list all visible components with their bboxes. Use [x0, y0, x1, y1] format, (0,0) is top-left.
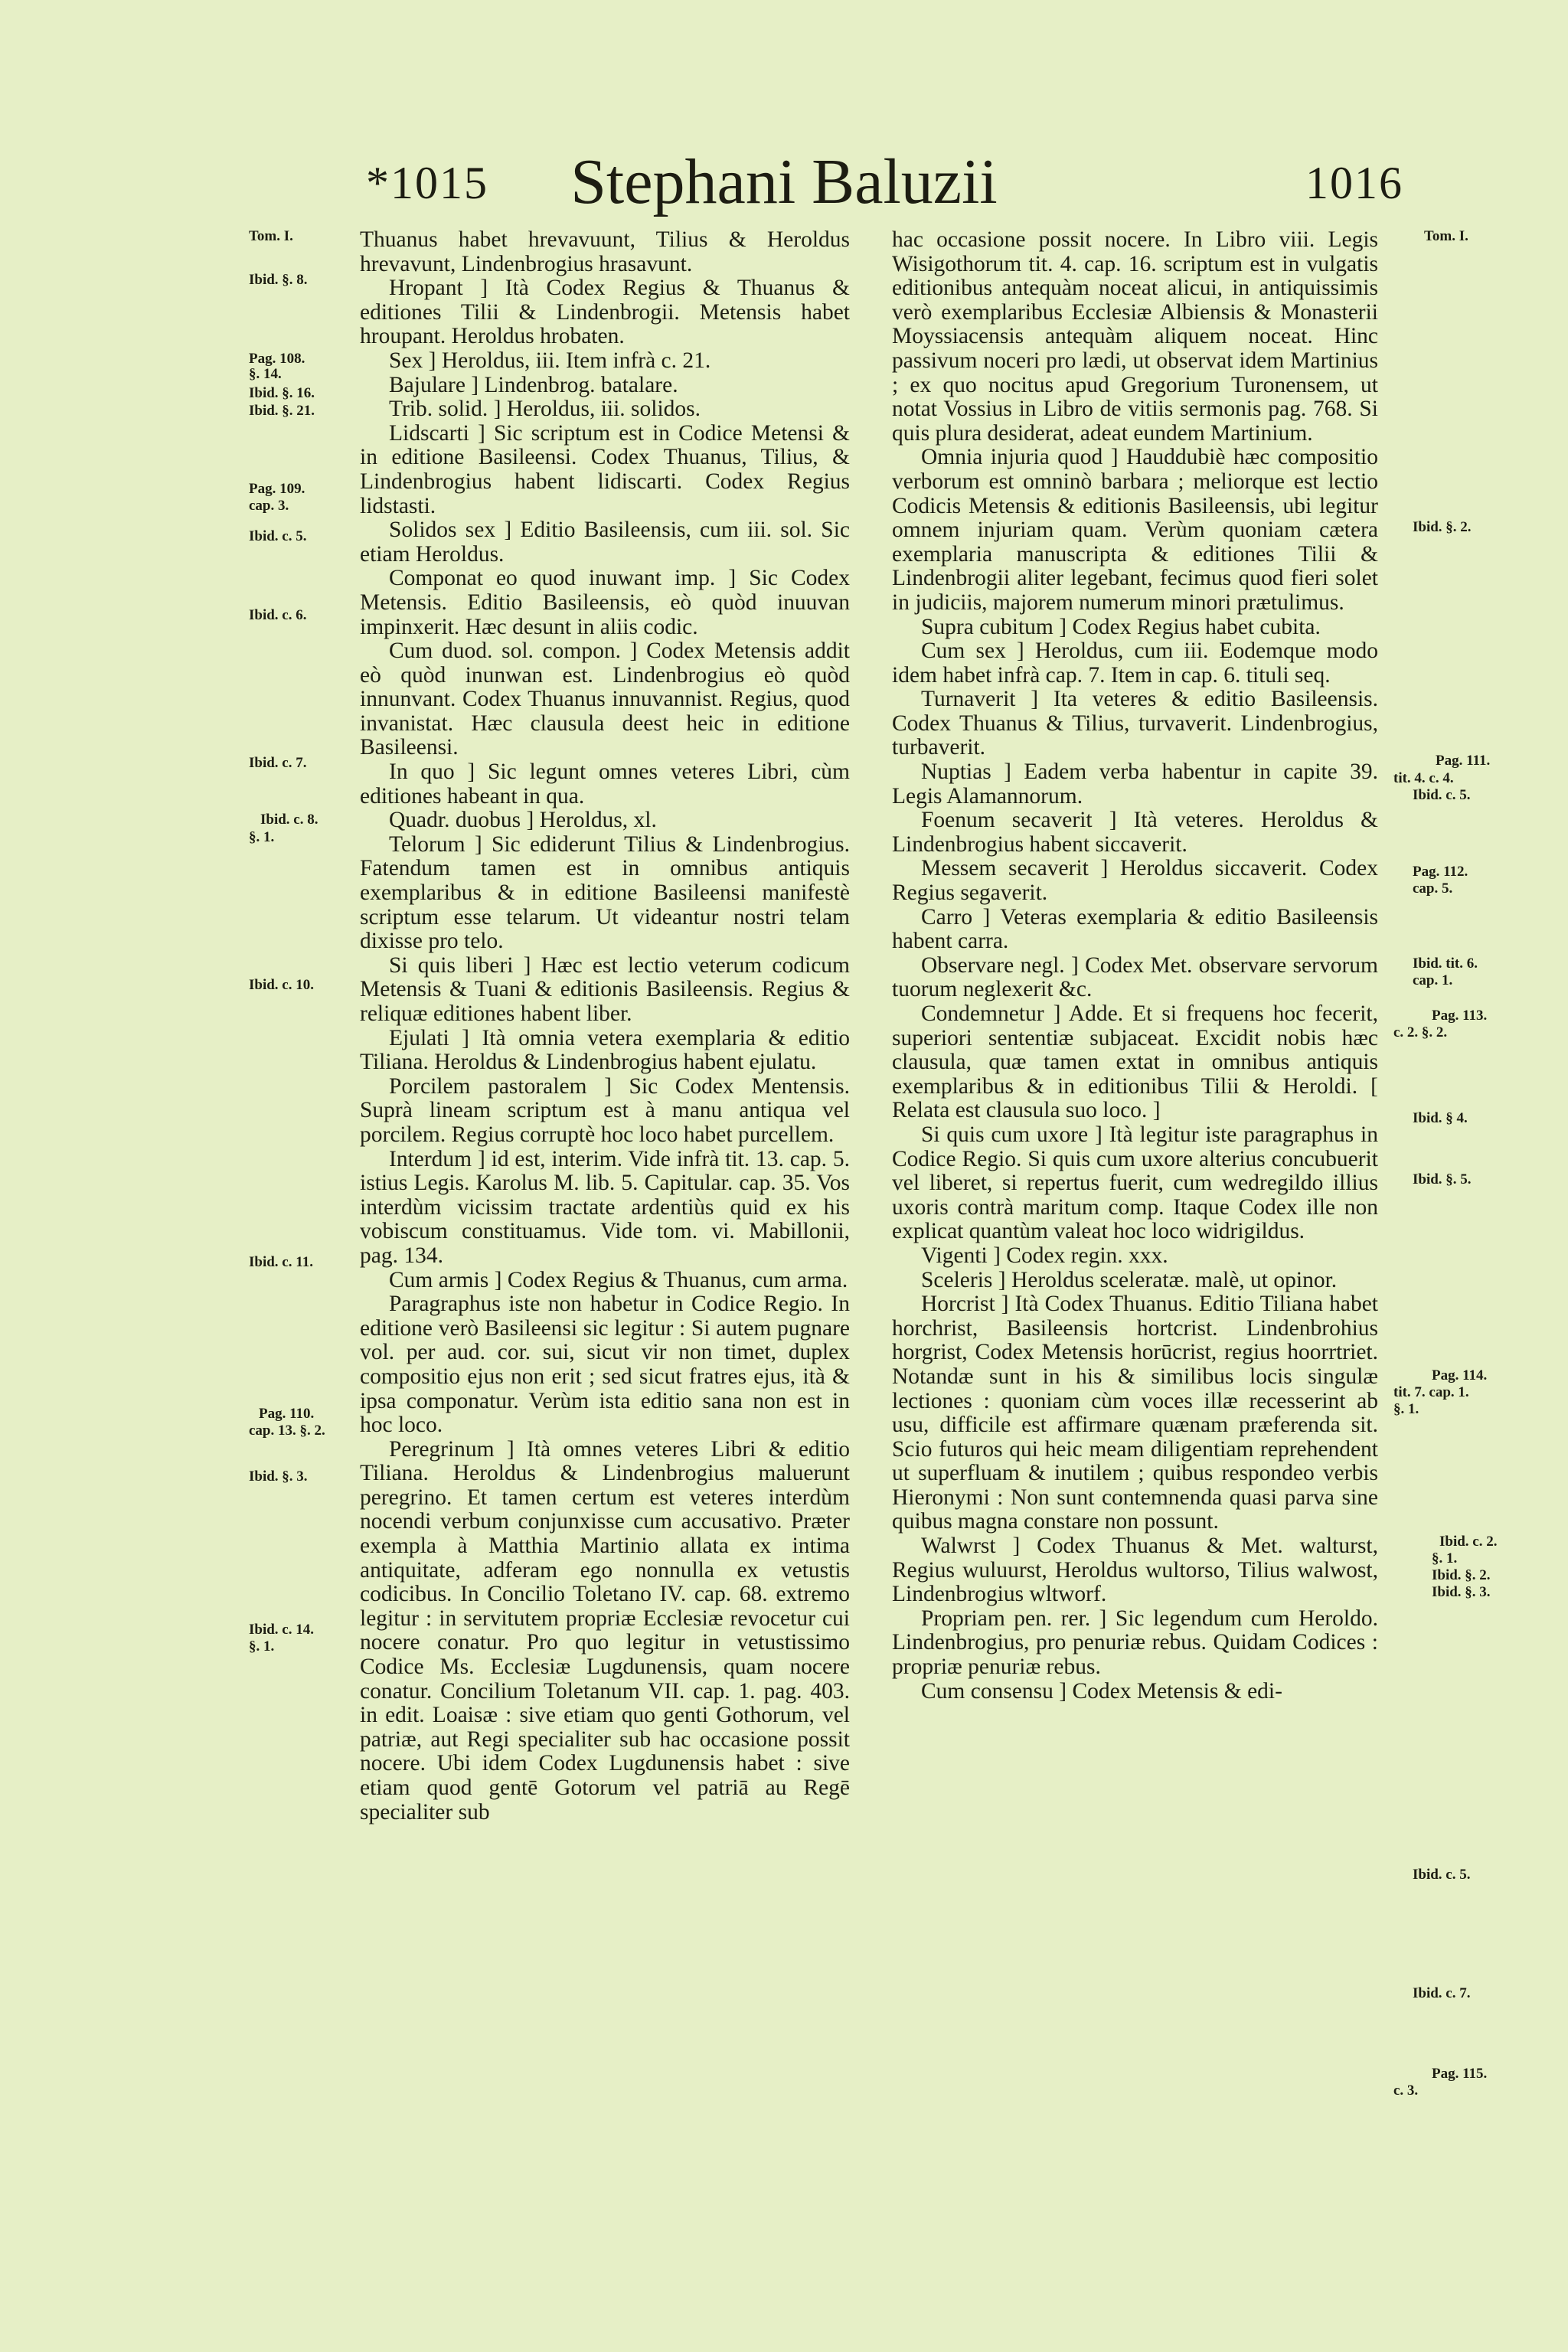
note-paragraph: Lidscarti ] Sic scriptum est in Codice Metensi & in editione Basileensi. Codex Thuanus, Tilius, & Lindenbrogius habent lidiscarti. Codex Regius lidstasti. [360, 420, 850, 518]
margin-note-left: Ibid. c. 6. [249, 607, 307, 623]
margin-note-right: Ibid. c. 2. [1439, 1534, 1498, 1550]
margin-note-left: Pag. 109. [249, 481, 305, 497]
note-paragraph: Walwrst ] Codex Thuanus & Met. walturst, Regius wuluurst, Heroldus wultorso, Tilius walwost, Lindenbrogius wltworf. [892, 1534, 1378, 1607]
note-paragraph: Componat eo quod inuwant imp. ] Sic Codex Metensis. Editio Basileensis, eò quòd inuuvan impinxerit. Hæc desunt in aliis codic. [360, 566, 850, 639]
note-paragraph: Porcilem pastoralem ] Sic Codex Mentensis. Suprà lineam scriptum est à manu antiqua vel porcilem. Regius corruptè hoc loco habet purcellem. [360, 1073, 850, 1147]
margin-note-left: Ibid. §. 21. [249, 403, 315, 419]
margin-note-left: Ibid. c. 7. [249, 755, 307, 771]
margin-note-left: §. 14. [249, 366, 282, 382]
margin-note-left: Ibid. c. 11. [249, 1254, 313, 1270]
note-paragraph: Propriam pen. rer. ] Sic legendum cum Heroldo. Lindenbrogius, pro penuriæ rebus. Quidam Codices : propriæ penuriæ rebus. [892, 1606, 1378, 1680]
margin-note-right: Pag. 113. [1432, 1008, 1488, 1024]
note-paragraph: Sceleris ] Heroldus sceleratæ. malè, ut opinor. [921, 1267, 1338, 1292]
margin-note-right: c. 3. [1393, 2082, 1419, 2099]
margin-note-right: Ibid. c. 5. [1413, 1867, 1471, 1883]
margin-note-left: §. 1. [249, 1638, 275, 1655]
margin-note-left: Pag. 108. [249, 351, 305, 367]
margin-note-left: Tom. I. [249, 228, 293, 244]
note-paragraph: Cum duod. sol. compon. ] Codex Metensis addit eò quòd inunwan est. Lindenbrogius eò quòd innunvant. Codex Thuanus innuvannist. Regius, quod invanistat. Hæc clausula deest heic in editione Basileensi. [360, 639, 850, 760]
margin-note-left: cap. 3. [249, 498, 289, 514]
note-paragraph: Cum armis ] Codex Regius & Thuanus, cum arma. [389, 1267, 848, 1292]
right-page-number: 1016 [1305, 158, 1403, 208]
margin-note-left: Pag. 110. [259, 1406, 315, 1422]
margin-note-right: Ibid. §. 2. [1413, 519, 1472, 535]
note-paragraph: hac occasione possit nocere. In Libro viii. Legis Wisigothorum tit. 4. cap. 16. scriptum est in vulgatis editionibus antequàm noceat alicui, in antiquissimis verò exemplaribus Ecclesiæ Albiensis & Monasterii Moyssiacensis antequàm aliquem noceat. Hinc passivum noceri pro lædi, ut observat idem Martinius ; ex quo nocitus apud Gregorium Turonensem, ut notat Vossius in Libro de vitiis sermonis pag. 768. Si quis plura desiderat, adeat eundem Martinium. [892, 227, 1378, 446]
margin-note-right: Pag. 111. [1436, 753, 1491, 769]
note-paragraph: Cum sex ] Heroldus, cum iii. Eodemque modo idem habet infrà cap. 7. Item in cap. 6. tituli seq. [892, 639, 1378, 688]
note-paragraph: Sex ] Heroldus, iii. Item infrà c. 21. [389, 348, 711, 373]
margin-note-left: Ibid. c. 14. [249, 1622, 314, 1638]
note-paragraph: Trib. solid. ] Heroldus, iii. solidos. [389, 397, 701, 422]
margin-note-right: Tom. I. [1424, 228, 1468, 244]
margin-note-right: cap. 5. [1413, 880, 1453, 897]
note-paragraph: Quadr. duobus ] Heroldus, xl. [389, 808, 657, 833]
note-paragraph: In quo ] Sic legunt omnes veteres Libri, cùm editiones habeant in qua. [360, 760, 850, 808]
margin-note-right: Ibid. §. 5. [1413, 1171, 1472, 1187]
note-paragraph: Thuanus habet hrevavuunt, Tilius & Heroldus hrevavunt, Lindenbrogius hrasavunt. [360, 227, 850, 276]
margin-note-left: cap. 13. §. 2. [249, 1423, 325, 1439]
margin-note-right: Ibid. tit. 6. [1413, 956, 1478, 972]
note-paragraph: Si quis liberi ] Hæc est lectio veterum codicum Metensis & Tuani & editionis Basileensis. Regius & reliquæ editiones habent liber. [360, 952, 850, 1026]
note-paragraph: Foenum secaverit ] Ità veteres. Heroldus & Lindenbrogius habent siccaverit. [892, 808, 1378, 857]
note-paragraph: Condemnetur ] Adde. Et si frequens hoc fecerit, superiori sententiæ subjaceat. Excidit nobis hæc clausula, quæ tamen extat in omnibus antiquis exemplaribus & in editionibus Tilii & Heroldi. [ Relata est clausula suo loco. ] [892, 1001, 1378, 1123]
margin-note-right: Pag. 115. [1432, 2066, 1488, 2082]
running-title: Stephani Baluzii [570, 146, 998, 217]
note-paragraph: Peregrinum ] Ità omnes veteres Libri & editio Tiliana. Heroldus & Lindenbrogius maluerunt peregrino. Et tamen certum est veteres interdùm nocendi verbum conjunxisse cum accusativo. Præter exempla à Matthia Martinio allata ex intima antiquitate, adferam ego nonnulla ex vetustis codicibus. In Concilio Toletano IV. cap. 68. extremo legitur : in servitutem propriæ Ecclesiæ revocetur cui nocere conatur. Pro quo legitur in vetustissimo Codice Ms. Ecclesiæ Lugdunensis, quam nocere conatur. Concilium Toletanum VII. cap. 1. pag. 403. in edit. Loaisæ : sive etiam quo genti Gothorum, vel patriæ, aut Regi specialiter sub hac occasione possit nocere. Ubi idem Codex Lugdunensis habet : sive etiam quod gentē Gotorum vel patriā au Regē specialiter sub [360, 1436, 850, 1824]
margin-note-right: cap. 1. [1413, 972, 1453, 988]
note-paragraph: Ejulati ] Ità omnia vetera exemplaria & editio Tiliana. Heroldus & Lindenbrogius habent ejulatu. [360, 1025, 850, 1075]
note-paragraph: Si quis cum uxore ] Ità legitur iste paragraphus in Codice Regio. Si quis cum uxore alterius concubuerit vel liberet, si repertus fuerit, cum wedregildo illius uxoris contrà maritum comp. Itaque Codex ille non explicat quantùm valeat hoc loco widrigildus. [892, 1122, 1378, 1244]
margin-note-right: tit. 4. c. 4. [1393, 770, 1454, 786]
left-page-number: *1015 [366, 158, 488, 208]
note-paragraph: Vigenti ] Codex regin. xxx. [921, 1243, 1168, 1268]
margin-note-right: Pag. 112. [1413, 864, 1468, 880]
page-header [0, 146, 1568, 226]
margin-note-left: Ibid. §. 3. [249, 1468, 308, 1485]
margin-note-right: Ibid. §. 3. [1432, 1584, 1491, 1600]
note-paragraph: Telorum ] Sic ediderunt Tilius & Lindenbrogius. Fatendum tamen est in omnibus antiquis exemplaribus & in editione Basileensi manifestè scriptum esse telarum. Ut videantur nostri telam dixisse pro telo. [360, 831, 850, 954]
note-paragraph: Hropant ] Ità Codex Regius & Thuanus & editiones Tilii & Lindenbrogii. Metensis habet hroupant. Heroldus hrobaten. [360, 276, 850, 349]
note-paragraph: Messem secaverit ] Heroldus siccaverit. Codex Regius segaverit. [892, 856, 1378, 906]
note-paragraph: Interdum ] id est, interim. Vide infrà tit. 13. cap. 5. istius Legis. Karolus M. lib. 5. Capitular. cap. 35. Vos interdùm vicissim tractate ardentiùs quid ex his vobiscum constituamus. Vide tom. vi. Mabillonii, pag. 134. [360, 1146, 850, 1268]
note-paragraph: Observare negl. ] Codex Met. observare servorum tuorum neglexerit &c. [892, 952, 1378, 1002]
margin-note-right: §. 1. [1393, 1401, 1419, 1417]
margin-note-right: tit. 7. cap. 1. [1393, 1384, 1469, 1400]
note-paragraph: Turnaverit ] Ita veteres & editio Basileensis. Codex Thuanus & Tilius, turvaverit. Lindenbrogius, turbaverit. [892, 687, 1378, 760]
margin-note-left: Ibid. c. 5. [249, 528, 307, 544]
note-paragraph: Carro ] Veteras exemplaria & editio Basileensis habent carra. [892, 904, 1378, 954]
margin-note-left: Ibid. c. 8. [260, 812, 318, 828]
left-text-column [360, 228, 850, 1824]
margin-note-right: Ibid. § 4. [1413, 1110, 1468, 1126]
note-paragraph: Solidos sex ] Editio Basileensis, cum iii. sol. Sic etiam Heroldus. [360, 518, 850, 567]
margin-note-right: Pag. 114. [1432, 1367, 1488, 1383]
note-paragraph: Nuptias ] Eadem verba habentur in capite 39. Legis Alamannorum. [892, 760, 1378, 808]
note-paragraph: Cum consensu ] Codex Metensis & edi- [921, 1678, 1282, 1704]
margin-note-left: Ibid. §. 8. [249, 272, 308, 288]
margin-note-left: §. 1. [249, 829, 275, 845]
note-paragraph: Supra cubitum ] Codex Regius habet cubita. [921, 614, 1321, 639]
margin-note-left: Ibid. c. 10. [249, 977, 314, 993]
note-paragraph: Bajulare ] Lindenbrog. batalare. [389, 372, 678, 397]
note-paragraph: Paragraphus iste non habetur in Codice Regio. In editione verò Basileensi sic legitur : Si autem pugnare vol. per aud. cor. sui, sicut vir non timet, duplex compositio ejus non erit ; sed sicut fratres ejus, ità & ipsa componatur. Verùm ista editio sana non est in hoc loco. [360, 1292, 850, 1438]
note-paragraph: Omnia injuria quod ] Hauddubiè hæc compositio verborum est omninò barbara ; meliorque est lectio Codicis Metensis & editionis Basileensis, ubi legitur omnem injuriam quam. Verùm quoniam cætera exemplaria manuscripta & editiones Tilii & Lindenbrogii aliter legebant, fecimus quod fieri solet in judiciis, majorem numerum minori prætulimus. [892, 445, 1378, 615]
margin-note-right: Ibid. c. 7. [1413, 1985, 1471, 2001]
margin-note-left: Ibid. §. 16. [249, 385, 315, 401]
note-paragraph: Horcrist ] Ità Codex Thuanus. Editio Tiliana habet horchrist, Basileensis hortcrist. Lindenbrohius horgrist, Codex Metensis horūcrist, regius hoorrtriet. Notandæ sunt in his & similibus locis singulæ lectiones : quoniam cùm voces illæ recesserint ab usu, difficile est affirmare quænam præferenda sit. Scio futuros qui heic meam diligentiam reprehendent ut superfluam & inutilem ; quibus respondeo verbis Hieronymi : Non sunt contemnenda quasi parva sine quibus magna constare non possunt. [892, 1292, 1378, 1534]
margin-note-right: Ibid. c. 5. [1413, 787, 1471, 803]
margin-note-right: Ibid. §. 2. [1432, 1567, 1491, 1583]
margin-note-right: §. 1. [1432, 1550, 1458, 1566]
margin-note-right: c. 2. §. 2. [1393, 1024, 1448, 1040]
right-text-column [892, 228, 1378, 1704]
